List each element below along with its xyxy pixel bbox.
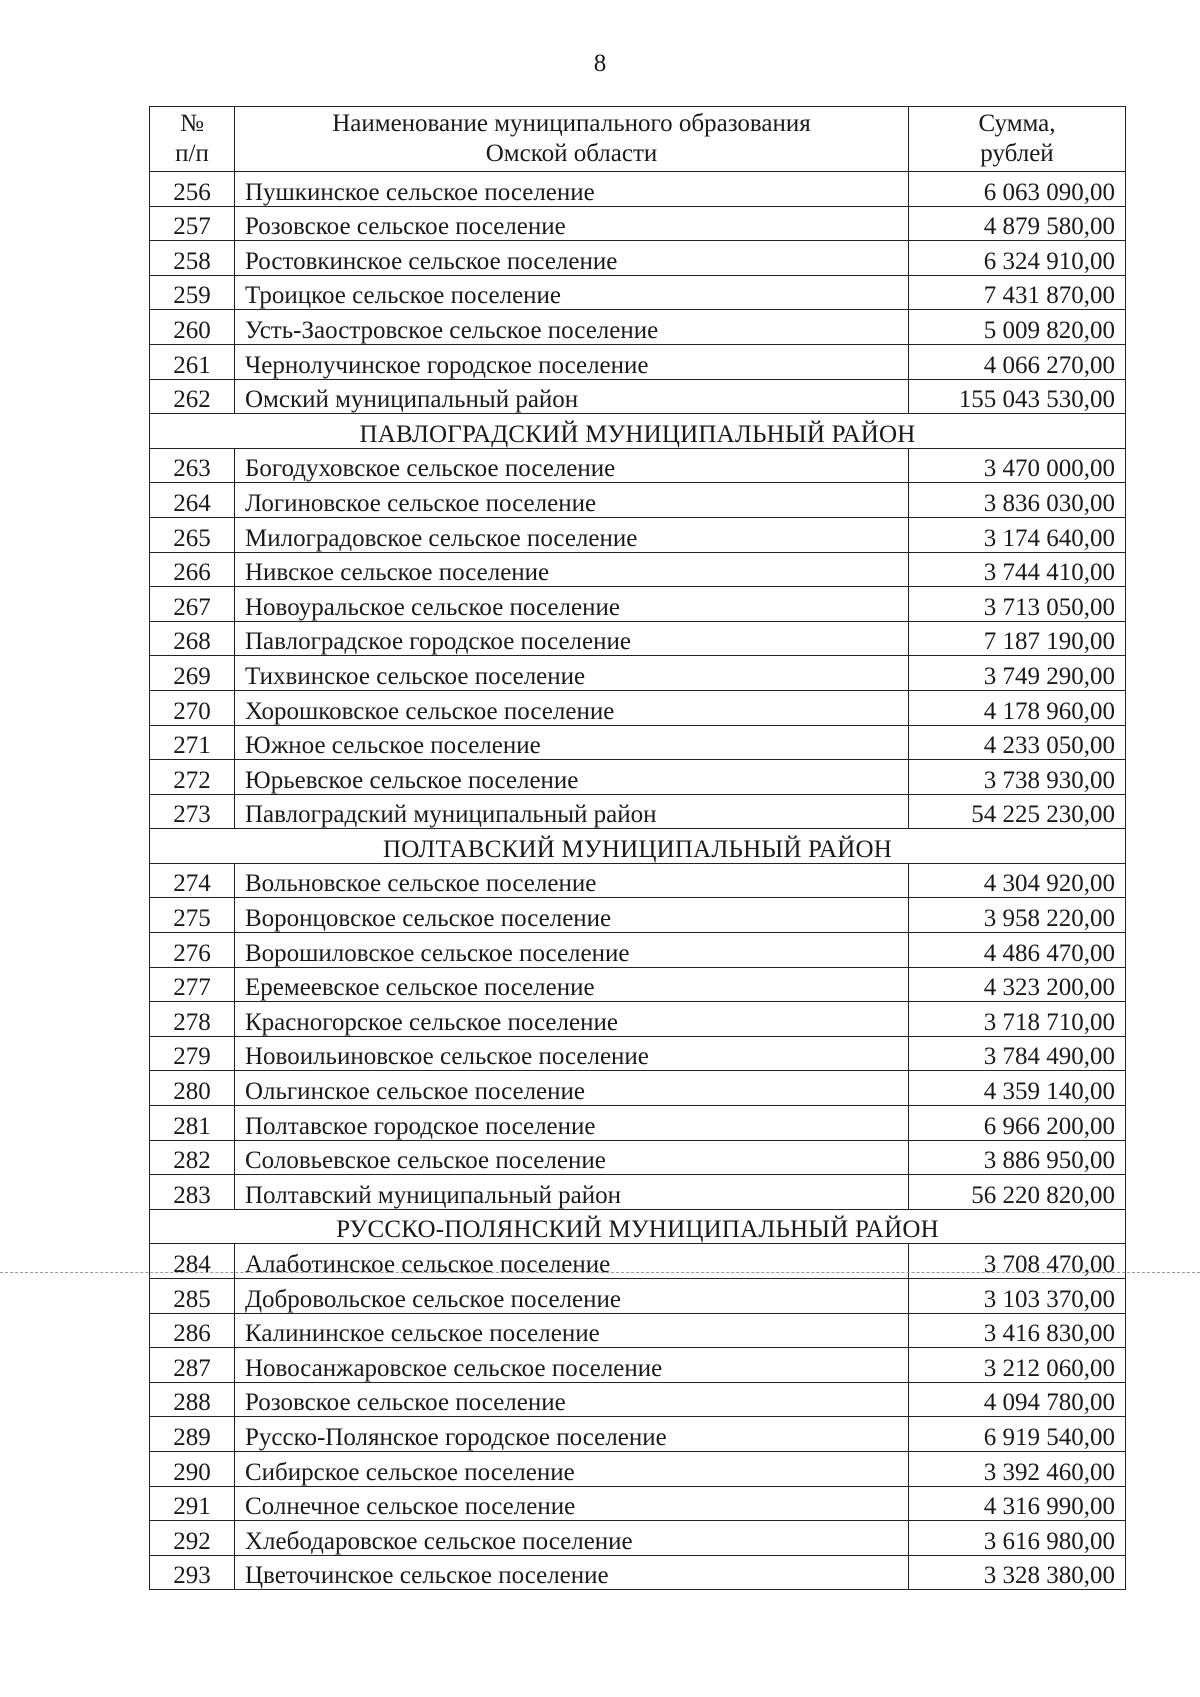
row-number: 291	[150, 1486, 235, 1521]
amount-value: 3 718 710,00	[909, 1002, 1126, 1037]
header-name-line2: Омской области	[485, 140, 658, 167]
amount-value: 4 323 200,00	[909, 967, 1126, 1002]
amount-value: 3 392 460,00	[909, 1451, 1126, 1486]
header-name	[235, 107, 909, 172]
row-number: 265	[150, 517, 235, 552]
table-row	[150, 552, 1126, 587]
row-number: 268	[150, 621, 235, 656]
row-number: 264	[150, 483, 235, 518]
table-row	[150, 725, 1126, 760]
table-row	[150, 1036, 1126, 1071]
amount-value: 4 304 920,00	[909, 863, 1126, 898]
row-number: 267	[150, 587, 235, 622]
row-number: 266	[150, 552, 235, 587]
row-number: 290	[150, 1451, 235, 1486]
row-number: 273	[150, 794, 235, 829]
municipality-name: Тихвинское сельское поселение	[235, 656, 909, 691]
municipality-name: Добровольское сельское поселение	[235, 1279, 909, 1314]
table-row	[150, 863, 1126, 898]
table-row	[150, 206, 1126, 241]
row-number: 256	[150, 172, 235, 207]
header-number-line1: №	[180, 110, 204, 137]
amount-value: 3 416 830,00	[909, 1313, 1126, 1348]
table-row	[150, 656, 1126, 691]
amount-value: 3 328 380,00	[909, 1555, 1126, 1590]
amount-value: 3 836 030,00	[909, 483, 1126, 518]
amount-value: 6 063 090,00	[909, 172, 1126, 207]
table-row	[150, 1486, 1126, 1521]
header-number	[150, 107, 235, 172]
table-row	[150, 517, 1126, 552]
municipality-name: Юрьевское сельское поселение	[235, 760, 909, 795]
municipality-name: Ворошиловское сельское поселение	[235, 933, 909, 968]
municipality-name: Русско-Полянское городское поселение	[235, 1417, 909, 1452]
table-row	[150, 898, 1126, 933]
table-row	[150, 1175, 1126, 1210]
municipality-name: Алаботинское сельское поселение	[235, 1244, 909, 1279]
municipality-name: Логиновское сельское поселение	[235, 483, 909, 518]
table-row	[150, 310, 1126, 345]
municipality-name: Омский муниципальный район	[235, 379, 909, 414]
scan-artifact-line	[0, 1272, 1200, 1273]
section-header-row	[150, 1209, 1126, 1244]
section-header-row	[150, 829, 1126, 864]
table-row	[150, 621, 1126, 656]
amount-value: 4 233 050,00	[909, 725, 1126, 760]
municipality-name: Калининское сельское поселение	[235, 1313, 909, 1348]
table-row	[150, 760, 1126, 795]
row-number: 285	[150, 1279, 235, 1314]
amount-value: 3 784 490,00	[909, 1036, 1126, 1071]
amount-value: 3 103 370,00	[909, 1279, 1126, 1314]
amount-value: 4 316 990,00	[909, 1486, 1126, 1521]
amount-value: 56 220 820,00	[909, 1175, 1126, 1210]
amount-value: 3 616 980,00	[909, 1521, 1126, 1556]
table-body	[150, 172, 1126, 1590]
municipality-name: Усть-Заостровское сельское поселение	[235, 310, 909, 345]
amount-value: 3 958 220,00	[909, 898, 1126, 933]
amount-value: 6 324 910,00	[909, 241, 1126, 276]
amount-value: 4 879 580,00	[909, 206, 1126, 241]
table-row	[150, 1279, 1126, 1314]
row-number: 276	[150, 933, 235, 968]
municipality-name: Новоильиновское сельское поселение	[235, 1036, 909, 1071]
table-row	[150, 1071, 1126, 1106]
row-number: 262	[150, 379, 235, 414]
municipality-name: Цветочинское сельское поселение	[235, 1555, 909, 1590]
row-number: 275	[150, 898, 235, 933]
amount-value: 6 966 200,00	[909, 1106, 1126, 1141]
table-row	[150, 1451, 1126, 1486]
municipality-name: Воронцовское сельское поселение	[235, 898, 909, 933]
amount-value: 3 713 050,00	[909, 587, 1126, 622]
row-number: 292	[150, 1521, 235, 1556]
table-row	[150, 1348, 1126, 1383]
municipality-name: Еремеевское сельское поселение	[235, 967, 909, 1002]
municipality-name: Павлоградский муниципальный район	[235, 794, 909, 829]
row-number: 260	[150, 310, 235, 345]
table-row	[150, 1382, 1126, 1417]
amount-value: 4 094 780,00	[909, 1382, 1126, 1417]
row-number: 288	[150, 1382, 235, 1417]
amount-value: 3 708 470,00	[909, 1244, 1126, 1279]
municipality-name: Нивское сельское поселение	[235, 552, 909, 587]
municipality-name: Полтавское городское поселение	[235, 1106, 909, 1141]
table-row	[150, 379, 1126, 414]
section-header-row	[150, 414, 1126, 449]
municipality-name: Милоградовское сельское поселение	[235, 517, 909, 552]
row-number: 259	[150, 275, 235, 310]
table-row	[150, 275, 1126, 310]
municipality-name: Павлоградское городское поселение	[235, 621, 909, 656]
amount-value: 3 174 640,00	[909, 517, 1126, 552]
municipality-name: Пушкинское сельское поселение	[235, 172, 909, 207]
municipality-name: Хлебодаровское сельское поселение	[235, 1521, 909, 1556]
table-row	[150, 933, 1126, 968]
row-number: 284	[150, 1244, 235, 1279]
table-row	[150, 1417, 1126, 1452]
row-number: 272	[150, 760, 235, 795]
municipality-name: Богодуховское сельское поселение	[235, 448, 909, 483]
section-title: РУССКО-ПОЛЯНСКИЙ МУНИЦИПАЛЬНЫЙ РАЙОН	[150, 1209, 1126, 1244]
municipality-name: Новоуральское сельское поселение	[235, 587, 909, 622]
table-row	[150, 241, 1126, 276]
municipality-name: Чернолучинское городское поселение	[235, 344, 909, 379]
municipality-name: Вольновское сельское поселение	[235, 863, 909, 898]
amount-value: 3 470 000,00	[909, 448, 1126, 483]
municipality-name: Ростовкинское сельское поселение	[235, 241, 909, 276]
table-row	[150, 1002, 1126, 1037]
amount-value: 7 187 190,00	[909, 621, 1126, 656]
row-number: 277	[150, 967, 235, 1002]
amount-value: 5 009 820,00	[909, 310, 1126, 345]
table-row	[150, 967, 1126, 1002]
row-number: 269	[150, 656, 235, 691]
municipality-name: Новосанжаровское сельское поселение	[235, 1348, 909, 1383]
municipality-name: Ольгинское сельское поселение	[235, 1071, 909, 1106]
header-name-line1: Наименование муниципального образования	[332, 110, 811, 137]
row-number: 270	[150, 690, 235, 725]
amount-value: 4 486 470,00	[909, 933, 1126, 968]
table-row	[150, 1555, 1126, 1590]
municipality-name: Розовское сельское поселение	[235, 206, 909, 241]
table-row	[150, 794, 1126, 829]
table-row	[150, 344, 1126, 379]
row-number: 286	[150, 1313, 235, 1348]
table-row	[150, 172, 1126, 207]
row-number: 257	[150, 206, 235, 241]
amount-value: 7 431 870,00	[909, 275, 1126, 310]
municipality-name: Троицкое сельское поселение	[235, 275, 909, 310]
amount-value: 3 749 290,00	[909, 656, 1126, 691]
table-row	[150, 1313, 1126, 1348]
municipality-name: Полтавский муниципальный район	[235, 1175, 909, 1210]
row-number: 258	[150, 241, 235, 276]
amount-value: 54 225 230,00	[909, 794, 1126, 829]
table-row	[150, 690, 1126, 725]
municipality-name: Сибирское сельское поселение	[235, 1451, 909, 1486]
row-number: 278	[150, 1002, 235, 1037]
amount-value: 4 178 960,00	[909, 690, 1126, 725]
municipality-name: Соловьевское сельское поселение	[235, 1140, 909, 1175]
allocation-table	[149, 106, 1126, 1590]
table-row	[150, 483, 1126, 518]
row-number: 287	[150, 1348, 235, 1383]
amount-value: 3 738 930,00	[909, 760, 1126, 795]
amount-value: 6 919 540,00	[909, 1417, 1126, 1452]
header-sum-line1: Сумма,	[978, 110, 1056, 137]
municipality-name: Солнечное сельское поселение	[235, 1486, 909, 1521]
table-row	[150, 448, 1126, 483]
row-number: 274	[150, 863, 235, 898]
header-sum	[909, 107, 1126, 172]
amount-value: 3 744 410,00	[909, 552, 1126, 587]
row-number: 261	[150, 344, 235, 379]
table-row	[150, 1521, 1126, 1556]
row-number: 289	[150, 1417, 235, 1452]
table-row	[150, 1106, 1126, 1141]
table-row	[150, 587, 1126, 622]
amount-value: 4 066 270,00	[909, 344, 1126, 379]
table-row	[150, 1244, 1126, 1279]
table-row	[150, 1140, 1126, 1175]
row-number: 282	[150, 1140, 235, 1175]
section-title: ПОЛТАВСКИЙ МУНИЦИПАЛЬНЫЙ РАЙОН	[150, 829, 1126, 864]
section-title: ПАВЛОГРАДСКИЙ МУНИЦИПАЛЬНЫЙ РАЙОН	[150, 414, 1126, 449]
municipality-name: Хорошковское сельское поселение	[235, 690, 909, 725]
amount-value: 3 886 950,00	[909, 1140, 1126, 1175]
row-number: 293	[150, 1555, 235, 1590]
row-number: 271	[150, 725, 235, 760]
municipality-name: Розовское сельское поселение	[235, 1382, 909, 1417]
page-number: 8	[593, 50, 607, 77]
table-header-row	[150, 107, 1126, 172]
row-number: 280	[150, 1071, 235, 1106]
header-sum-line2: рублей	[980, 140, 1054, 167]
row-number: 263	[150, 448, 235, 483]
amount-value: 3 212 060,00	[909, 1348, 1126, 1383]
municipality-name: Южное сельское поселение	[235, 725, 909, 760]
row-number: 279	[150, 1036, 235, 1071]
row-number: 283	[150, 1175, 235, 1210]
municipality-name: Красногорское сельское поселение	[235, 1002, 909, 1037]
amount-value: 155 043 530,00	[909, 379, 1126, 414]
row-number: 281	[150, 1106, 235, 1141]
amount-value: 4 359 140,00	[909, 1071, 1126, 1106]
header-number-line2: п/п	[175, 140, 209, 167]
